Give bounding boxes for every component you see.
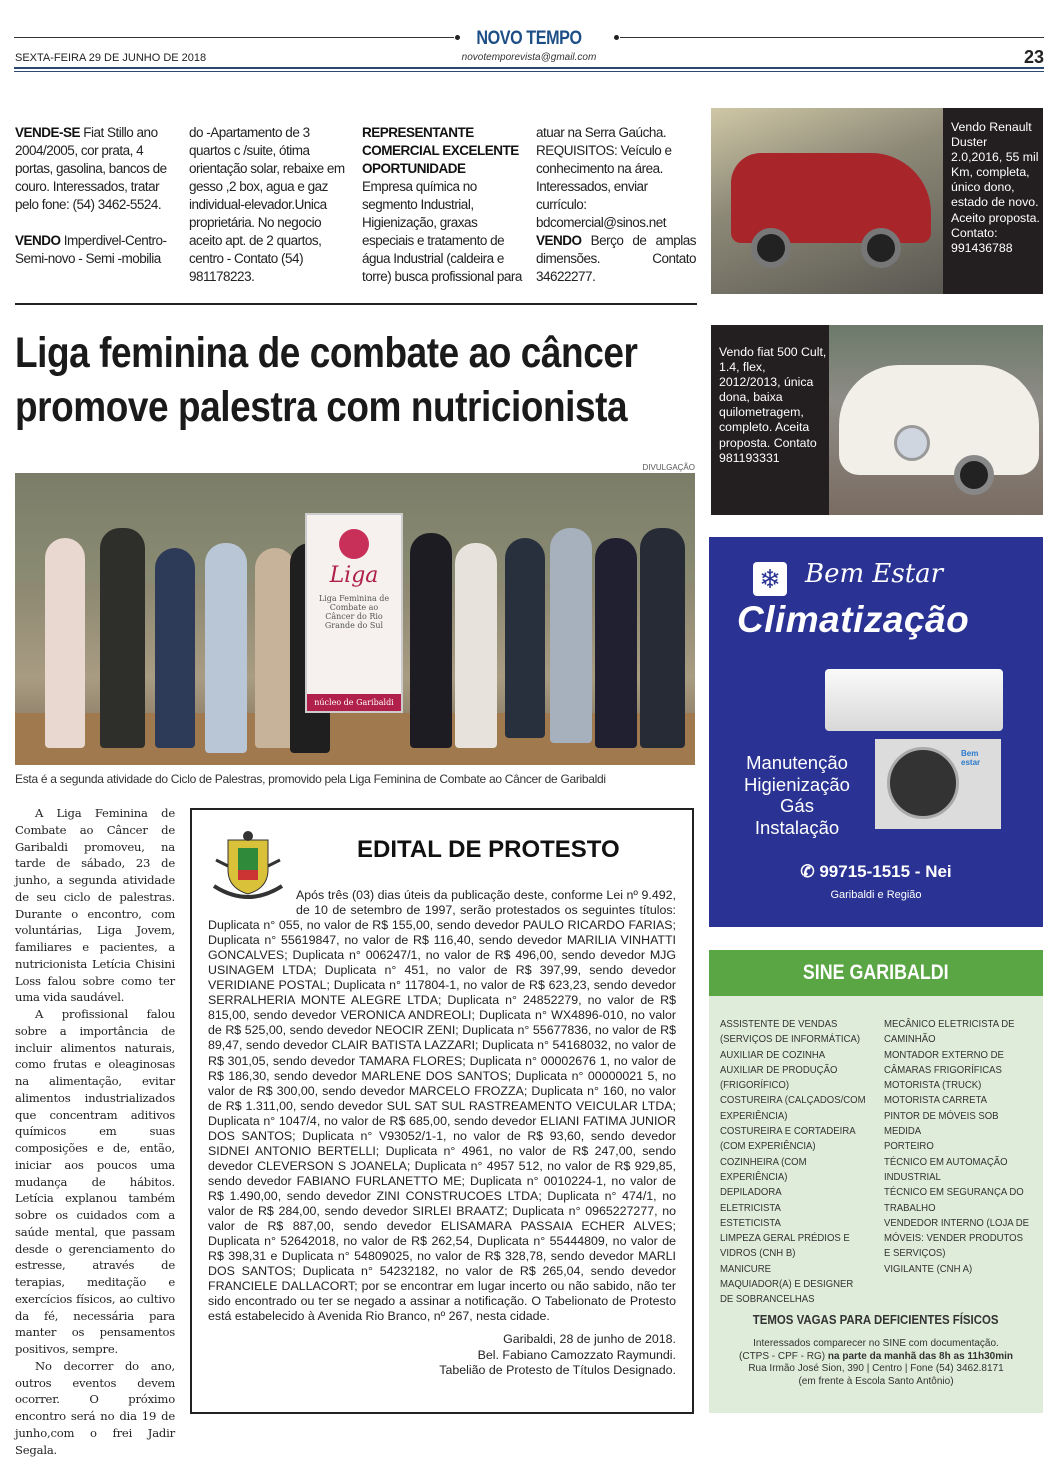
banner-text: Liga Feminina de Combate ao Câncer do Rio Grande do Sul xyxy=(318,594,390,630)
ac-phone xyxy=(709,862,1043,882)
sine-job-item: VENDEDOR INTERNO (LOJA DE MÓVEIS: VENDER PRODUTOS E SERVIÇOS) xyxy=(884,1217,1030,1260)
classified-ad xyxy=(536,232,696,304)
edital-box xyxy=(190,808,694,1414)
sine-job-item: MECÂNICO ELETRICISTA DE CAMINHÃO xyxy=(884,1019,1015,1046)
sine-job-item: ASSISTENTE DE VENDAS (SERVIÇOS DE INFORMÁTICA) xyxy=(720,1019,861,1046)
article-paragraph: A Liga Feminina de Combate ao Câncer de Garibaldi promoveu, na tarde de sábado, 23 de junho, a segunda atividade de seu ciclo de palestras. Durante o encontro, com voluntárias, Liga Jovem, familiares e pacientes, a nutricionista Letícia Chisini Loss falou sobre como ter uma vida saudável. xyxy=(15,806,175,1005)
sine-job-item: DEPILADORA xyxy=(720,1187,782,1199)
sine-job-item: PORTEIRO xyxy=(884,1141,934,1153)
ad-text: Imperdivel-Centro-Semi-novo - Semi -mobilia xyxy=(15,233,167,266)
header-divider xyxy=(14,71,1044,72)
banner xyxy=(305,513,403,713)
classified-ad xyxy=(15,232,175,268)
ac-indoor-unit xyxy=(825,669,1003,731)
header-rule-right xyxy=(620,37,1044,38)
sine-job-board xyxy=(709,950,1043,1413)
ac-service: Gás xyxy=(780,795,814,816)
sine-job-item: MONTADOR EXTERNO DE CÂMARAS FRIGORÍFICAS xyxy=(884,1049,1004,1076)
edital-role: Tabelião de Protesto de Títulos Designado. xyxy=(439,1363,676,1377)
contact-email: novotemporevista@gmail.com xyxy=(461,52,597,63)
ad-lead: REPRESENTANTE COMERCIAL EXCELENTE OPORTUNIDADE xyxy=(362,125,519,176)
car-photo xyxy=(711,108,943,294)
sine-job-item: COZINHEIRA (COM EXPERIÊNCIA) xyxy=(720,1156,807,1183)
article-paragraph: No decorrer do ano, outros eventos devem ocorrer. O próximo encontro será no dia 19 de junho,com o frei Jadir Segala. xyxy=(15,1358,175,1457)
sine-job-item: TÉCNICO EM SEGURANÇA DO TRABALHO xyxy=(884,1187,1024,1214)
photo-caption: Esta é a segunda atividade do Ciclo de Palestras, promovido pela Liga Feminina de Combate ao Câncer de Garibaldi xyxy=(15,772,606,786)
article-paragraph: A profissional falou sobre a importância de incluir alimentos naturais, como frutas e oleaginosas na alimentação, evitar alimentos industrializados que concentram aditivos químicos em suas composições e de, então, iniciar aos poucos uma mudança de hábitos. Letícia explanou também sobre os cuidados com a saúde mental, que passam desde o gerenciamento do estresse, através de terapias, meditação e exercícios físicos, ao cultivo da fé, necessária para manter os pensamentos positivos, sempre. xyxy=(15,1007,175,1356)
ac-unit-logo: Bem estar xyxy=(961,749,981,767)
sine-job-item: AUXILIAR DE COZINHA xyxy=(720,1049,826,1061)
article-body xyxy=(15,805,175,1458)
sine-job-item: AUXILIAR DE PRODUÇÃO (FRIGORÍFICO) xyxy=(720,1064,838,1092)
header-dot xyxy=(614,35,619,40)
sine-job-item: MOTORISTA (TRUCK) xyxy=(884,1080,982,1092)
car-ad-text: Vendo Renault Duster 2.0,2016, 55 mil Km, completa, único dono, estado de novo. Aceito proposta. Contato: 991436788 xyxy=(951,120,1040,255)
ad-text: Empresa química no segmento Industrial, Higienização, graxas especiais e tratamento de água Industrial (caldeira e torre) busca profissional para xyxy=(362,179,522,284)
headline xyxy=(15,326,703,434)
sine-jobs-column-1 xyxy=(720,1017,867,1308)
sine-job-item: MOTORISTA CARRETA xyxy=(884,1095,988,1107)
banner-logo: Liga xyxy=(329,563,379,588)
edital-signature xyxy=(439,1332,676,1379)
ad-text: Berço de amplas dimensões. Contato 34622277. xyxy=(536,233,696,284)
snowflake-icon: ❄ xyxy=(753,562,787,596)
sine-job-item: COSTUREIRA (CALÇADOS/COM EXPERIÊNCIA) xyxy=(720,1095,866,1122)
ad-lead: VENDO xyxy=(15,233,61,248)
ac-region: Garibaldi e Região xyxy=(830,889,922,901)
header-divider xyxy=(14,67,1044,69)
rose-logo-icon xyxy=(339,529,369,559)
sine-job-item: MAQUIADOR(A) E DESIGNER DE SOBRANCELHAS xyxy=(720,1279,854,1306)
headline-line: promove palestra com nutricionista xyxy=(15,383,628,431)
issue-date: SEXTA-FEIRA 29 DE JUNHO DE 2018 xyxy=(15,52,207,64)
edital-text: Após três (03) dias úteis da publicação deste, conforme Lei nº 9.492, de 10 de setembro de 1997, serão protestados os seguintes títulos: Duplicata n° 055, no valor de R$ 155,00, sendo devedor PAULO RICARDO FARIAS; Duplicata n° 55619847, no valor de R$ 116,40, sendo devedor MARILIA VINHATTI GONCALVES; Duplicata n° 006247/1, no valor de R$ 496,00, sendo devedor MJG USINAGEM LTDA; Duplicata n° 451, no valor de R$ 397,99, sendo devedor VERIDIANE POSTAL; Duplicata n° 117804-1, no valor de R$ 623,23, sendo devedor SERRALHERIA MONTE ALEGRE LTDA; Duplicata n° 24852279, no valor de R$ 815,00, sendo devedor VERONICA ANDREOLI; Duplicata n° WX4896-010, no valor de R$ 525,00, sendo devedor NEOCIR ZENI; Duplicata n° 55677836, no valor de R$ 89,47, sendo devedor CLAIR BATISTA LAZZARI; Duplicata n° 54168032, no valor de R$ 301,05, sendo devedor TAMARA FLORES; Duplicata n° 00002676 1, no valor de R$ 186,30, sendo devedor MARLENE DOS SANTOS; Duplicata n° 00000021 5, no valor de R$ 300,00, sendo devedor MARCELO FROZZA; Duplicata n° 160, no valor de R$ 1.311,00, sendo devedor SUL SAT SUL RASTREAMENTO VEICULAR LTDA; Duplicata n° 1047/4, no valor de R$ 685,00, sendo devedor ELIANI FATIMA JUNIOR DOS SANTOS; Duplicata n° V93052/1-1, no valor de R$ 93,60, sendo devedor SIDNEI ANTONIO BERTELLI; Duplicata n° 4961, no valor de R$ 247,00, sendo devedor CLEVERSON S JOANELA; Duplicata n° 4957 512, no valor de R$ 929,85, sendo devedor FABIANO FURLANETTO ME; Duplicata n° 0010224-1, no valor de R$ 1.490,00, sendo devedor ZINI CONSTRUCOES LTDA; Duplicata n° 474/1, no valor de R$ 284,00, sendo devedor SIRLEI BRAATZ; Duplicata n° 0965227277, no valor de R$ 887,00, sendo devedor ELISAMARA PASSAIA ECHER ALVES; Duplicata n° 52642018, no valor de R$ 262,54, Duplicata n° 55444809, no valor de R$ 398,31 e Duplicata n° 54809025, no valor de R$ 328,78, sendo devedor MARLI DOS SANTOS; Duplicata n° 54232182, no valor de R$ 265,04, sendo devedor FRANCIELE DALLACORT; por se encontrar em lugar incerto ou não sabido, não ter sido encontrado ou ter se negado a assinar a notificação. O Tabelionato de Protesto está estabelecido à Avenida Rio Branco, nº 267, nesta cidade. xyxy=(208,888,676,1324)
ac-service: Higienização xyxy=(744,773,850,795)
edital-signatory: Bel. Fabiano Camozzato Raymundi. xyxy=(477,1347,676,1362)
sine-job-item: ESTETICISTA xyxy=(720,1217,781,1229)
sine-job-item: LIMPEZA GERAL PRÉDIOS E VIDROS (CNH B) xyxy=(720,1233,850,1260)
ac-services xyxy=(727,752,867,838)
classified-ad-continued xyxy=(189,124,347,284)
sine-footer-line: (em frente à Escola Santo Antônio) xyxy=(798,1375,954,1387)
edital-title: EDITAL DE PROTESTO xyxy=(357,836,620,863)
photo-credit: DIVULGAÇÃO xyxy=(642,463,695,472)
ac-brand-script: Bem Estar xyxy=(805,559,944,589)
car-ad-renault xyxy=(711,108,1043,294)
classified-ad xyxy=(362,124,522,284)
masthead: NOVO TEMPO xyxy=(476,28,582,49)
sine-jobs-column-2 xyxy=(884,1017,1031,1277)
car-ad-fiat xyxy=(711,325,1043,515)
whatsapp-icon: ✆ xyxy=(800,862,815,881)
group-photo xyxy=(15,473,695,765)
page-number: 23 xyxy=(1023,47,1044,67)
sine-title: SINE GARIBALDI xyxy=(709,950,1043,996)
sine-footer-title: TEMOS VAGAS PARA DEFICIENTES FÍSICOS xyxy=(753,1312,999,1327)
sine-job-item: VIGILANTE (CNH A) xyxy=(884,1263,973,1275)
sine-job-item: COSTUREIRA E CORTADEIRA (COM EXPERIÊNCIA) xyxy=(720,1126,856,1153)
sine-job-item: MANICURE xyxy=(720,1263,771,1275)
sine-job-item: ELETRICISTA xyxy=(720,1202,781,1214)
classified-ad xyxy=(15,124,175,232)
sine-job-item: TÉCNICO EM AUTOMAÇÃO INDUSTRIAL xyxy=(884,1156,1008,1183)
ac-service: Instalação xyxy=(754,816,840,838)
ad-lead: VENDO xyxy=(536,233,582,248)
ac-service: Manutenção xyxy=(746,752,848,773)
ad-text: Fiat Stillo ano 2004/2005, cor prata, 4 portas, gasolina, bancos de couro. Interessados, tratar pelo fone: (54) 3462-5524. xyxy=(15,125,167,212)
ad-lead: VENDE-SE xyxy=(15,125,81,140)
sine-footer-line: (CTPS - CPF - RG) na parte da manhã das 8h as 11h30min xyxy=(739,1350,1013,1362)
edital-date: Garibaldi, 28 de junho de 2018. xyxy=(503,1332,676,1346)
headline-line: Liga feminina de combate ao câncer xyxy=(15,329,638,377)
car-ad-text: Vendo fiat 500 Cult, 1.4, flex, 2012/2013, única dona, baixa quilometragem, completo. Aceita proposta. Contato 981193331 xyxy=(719,345,827,465)
sine-job-item: PINTOR DE MÓVEIS SOB MEDIDA xyxy=(884,1110,999,1138)
state-coat-of-arms-icon xyxy=(208,830,288,908)
ac-ad xyxy=(709,537,1043,927)
edital-body xyxy=(208,820,676,1324)
banner-footer: núcleo de Garibaldi xyxy=(307,694,401,711)
ac-brand-main: Climatização xyxy=(737,599,970,640)
sine-footer-line: Rua Irmão José Sion, 390 | Centro | Fone (54) 3462.8171 xyxy=(748,1363,1004,1374)
sine-footer-line: Interessados comparecer no SINE com documentação. xyxy=(753,1338,999,1349)
ad-continued-text: do -Apartamento de 3 quartos c /suite, ótima orientação solar, rebaixe em gesso ,2 box, agua e gaz individual-elevador.Unica proprietária. No negocio aceito apt. de 2 quartos, centro - Contato (54) 981178223. xyxy=(189,125,345,284)
ac-outdoor-unit xyxy=(875,739,1001,829)
sine-footer-info xyxy=(709,1338,1043,1388)
classified-ad-continued: atuar na Serra Gaúcha. REQUISITOS: Veículo e conhecimento na área. Interessados, enviar currículo: bdcomercial@sinos.net xyxy=(536,125,672,230)
car-photo xyxy=(829,325,1043,515)
section-divider xyxy=(15,303,697,305)
ac-phone-number: 99715-1515 - Nei xyxy=(819,862,952,881)
